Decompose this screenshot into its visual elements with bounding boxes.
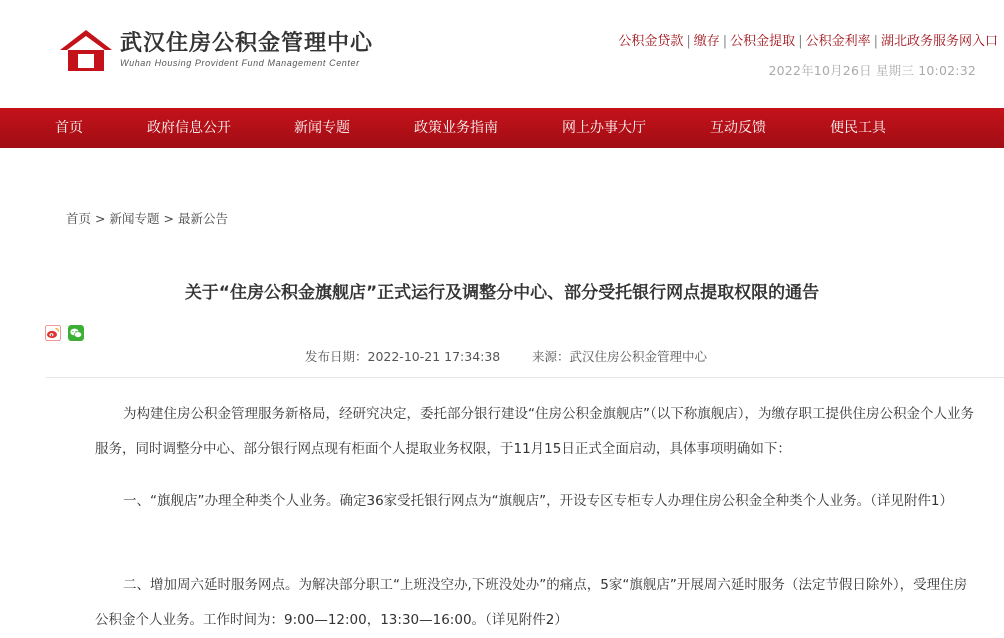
article-paragraph-1: 一、“旗舰店”办理全种类个人业务。确定36家受托银行网点为“旗舰店”，开设专区专柜专人办理住房公积金全种类个人业务。（详见附件1）	[123, 493, 953, 509]
breadcrumb-news[interactable]: 新闻专题	[109, 211, 160, 226]
link-deposit[interactable]: 缴存	[693, 34, 720, 49]
nav-policy-guide[interactable]: 政策业务指南	[414, 120, 498, 136]
link-withdrawal[interactable]: 公积金提取	[730, 34, 796, 49]
link-separator: |	[873, 34, 878, 49]
logo-title-en: Wuhan Housing Provident Fund Management Center	[120, 58, 360, 68]
breadcrumb-home[interactable]: 首页	[66, 211, 92, 226]
link-loan[interactable]: 公积金贷款	[618, 34, 684, 49]
publish-date: 发布日期：2022-10-21 17:34:38	[305, 349, 501, 364]
nav-tools[interactable]: 便民工具	[830, 120, 886, 136]
article-divider	[46, 377, 1004, 378]
top-links	[618, 30, 998, 49]
link-separator: |	[686, 34, 691, 49]
nav-gov-info[interactable]: 政府信息公开	[147, 120, 231, 136]
site-header	[0, 0, 1004, 108]
breadcrumb	[66, 209, 228, 227]
main-nav	[0, 108, 1004, 148]
nav-online-services[interactable]: 网上办事大厅	[562, 120, 646, 136]
article-source: 来源：武汉住房公积金管理中心	[532, 349, 708, 364]
wechat-share-icon[interactable]	[68, 325, 84, 341]
site-logo[interactable]	[58, 28, 373, 72]
breadcrumb-announcements[interactable]: 最新公告	[178, 211, 229, 226]
current-datetime: 2022年10月26日 星期三 10:02:32	[768, 63, 976, 78]
link-interest-rate[interactable]: 公积金利率	[805, 34, 871, 49]
breadcrumb-separator: >	[95, 211, 106, 226]
breadcrumb-separator: >	[163, 211, 174, 226]
article-title: 关于“住房公积金旗舰店”正式运行及调整分中心、部分受托银行网点提取权限的通告	[184, 283, 820, 303]
link-hubei-portal[interactable]: 湖北政务服务网入口	[880, 34, 998, 49]
logo-title-cn: 武汉住房公积金管理中心	[120, 31, 374, 56]
nav-feedback[interactable]: 互动反馈	[710, 120, 766, 136]
nav-news[interactable]: 新闻专题	[294, 120, 350, 136]
nav-home[interactable]: 首页	[55, 120, 83, 136]
weibo-share-icon[interactable]	[45, 325, 61, 341]
article-paragraph-2: 二、增加周六延时服务网点。为解决部分职工“上班没空办,下班没处办”的痛点，5家“旗舰店”开展周六延时服务（法定节假日除外），受理住房公积金个人业务。工作时间为：9:00—12:00，13:30—16:00。（详见附件2）	[95, 577, 968, 628]
link-separator: |	[722, 34, 728, 49]
link-separator: |	[798, 34, 803, 49]
logo-house-icon	[58, 28, 114, 72]
article-paragraph-intro: 为构建住房公积金管理服务新格局，经研究决定，委托部分银行建设“住房公积金旗舰店”（以下称旗舰店），为缴存职工提供住房公积金个人业务服务，同时调整分中心、部分银行网点现有柜面个人提取业务权限，于11月15日正式全面启动，具体事项明确如下：	[95, 406, 974, 457]
